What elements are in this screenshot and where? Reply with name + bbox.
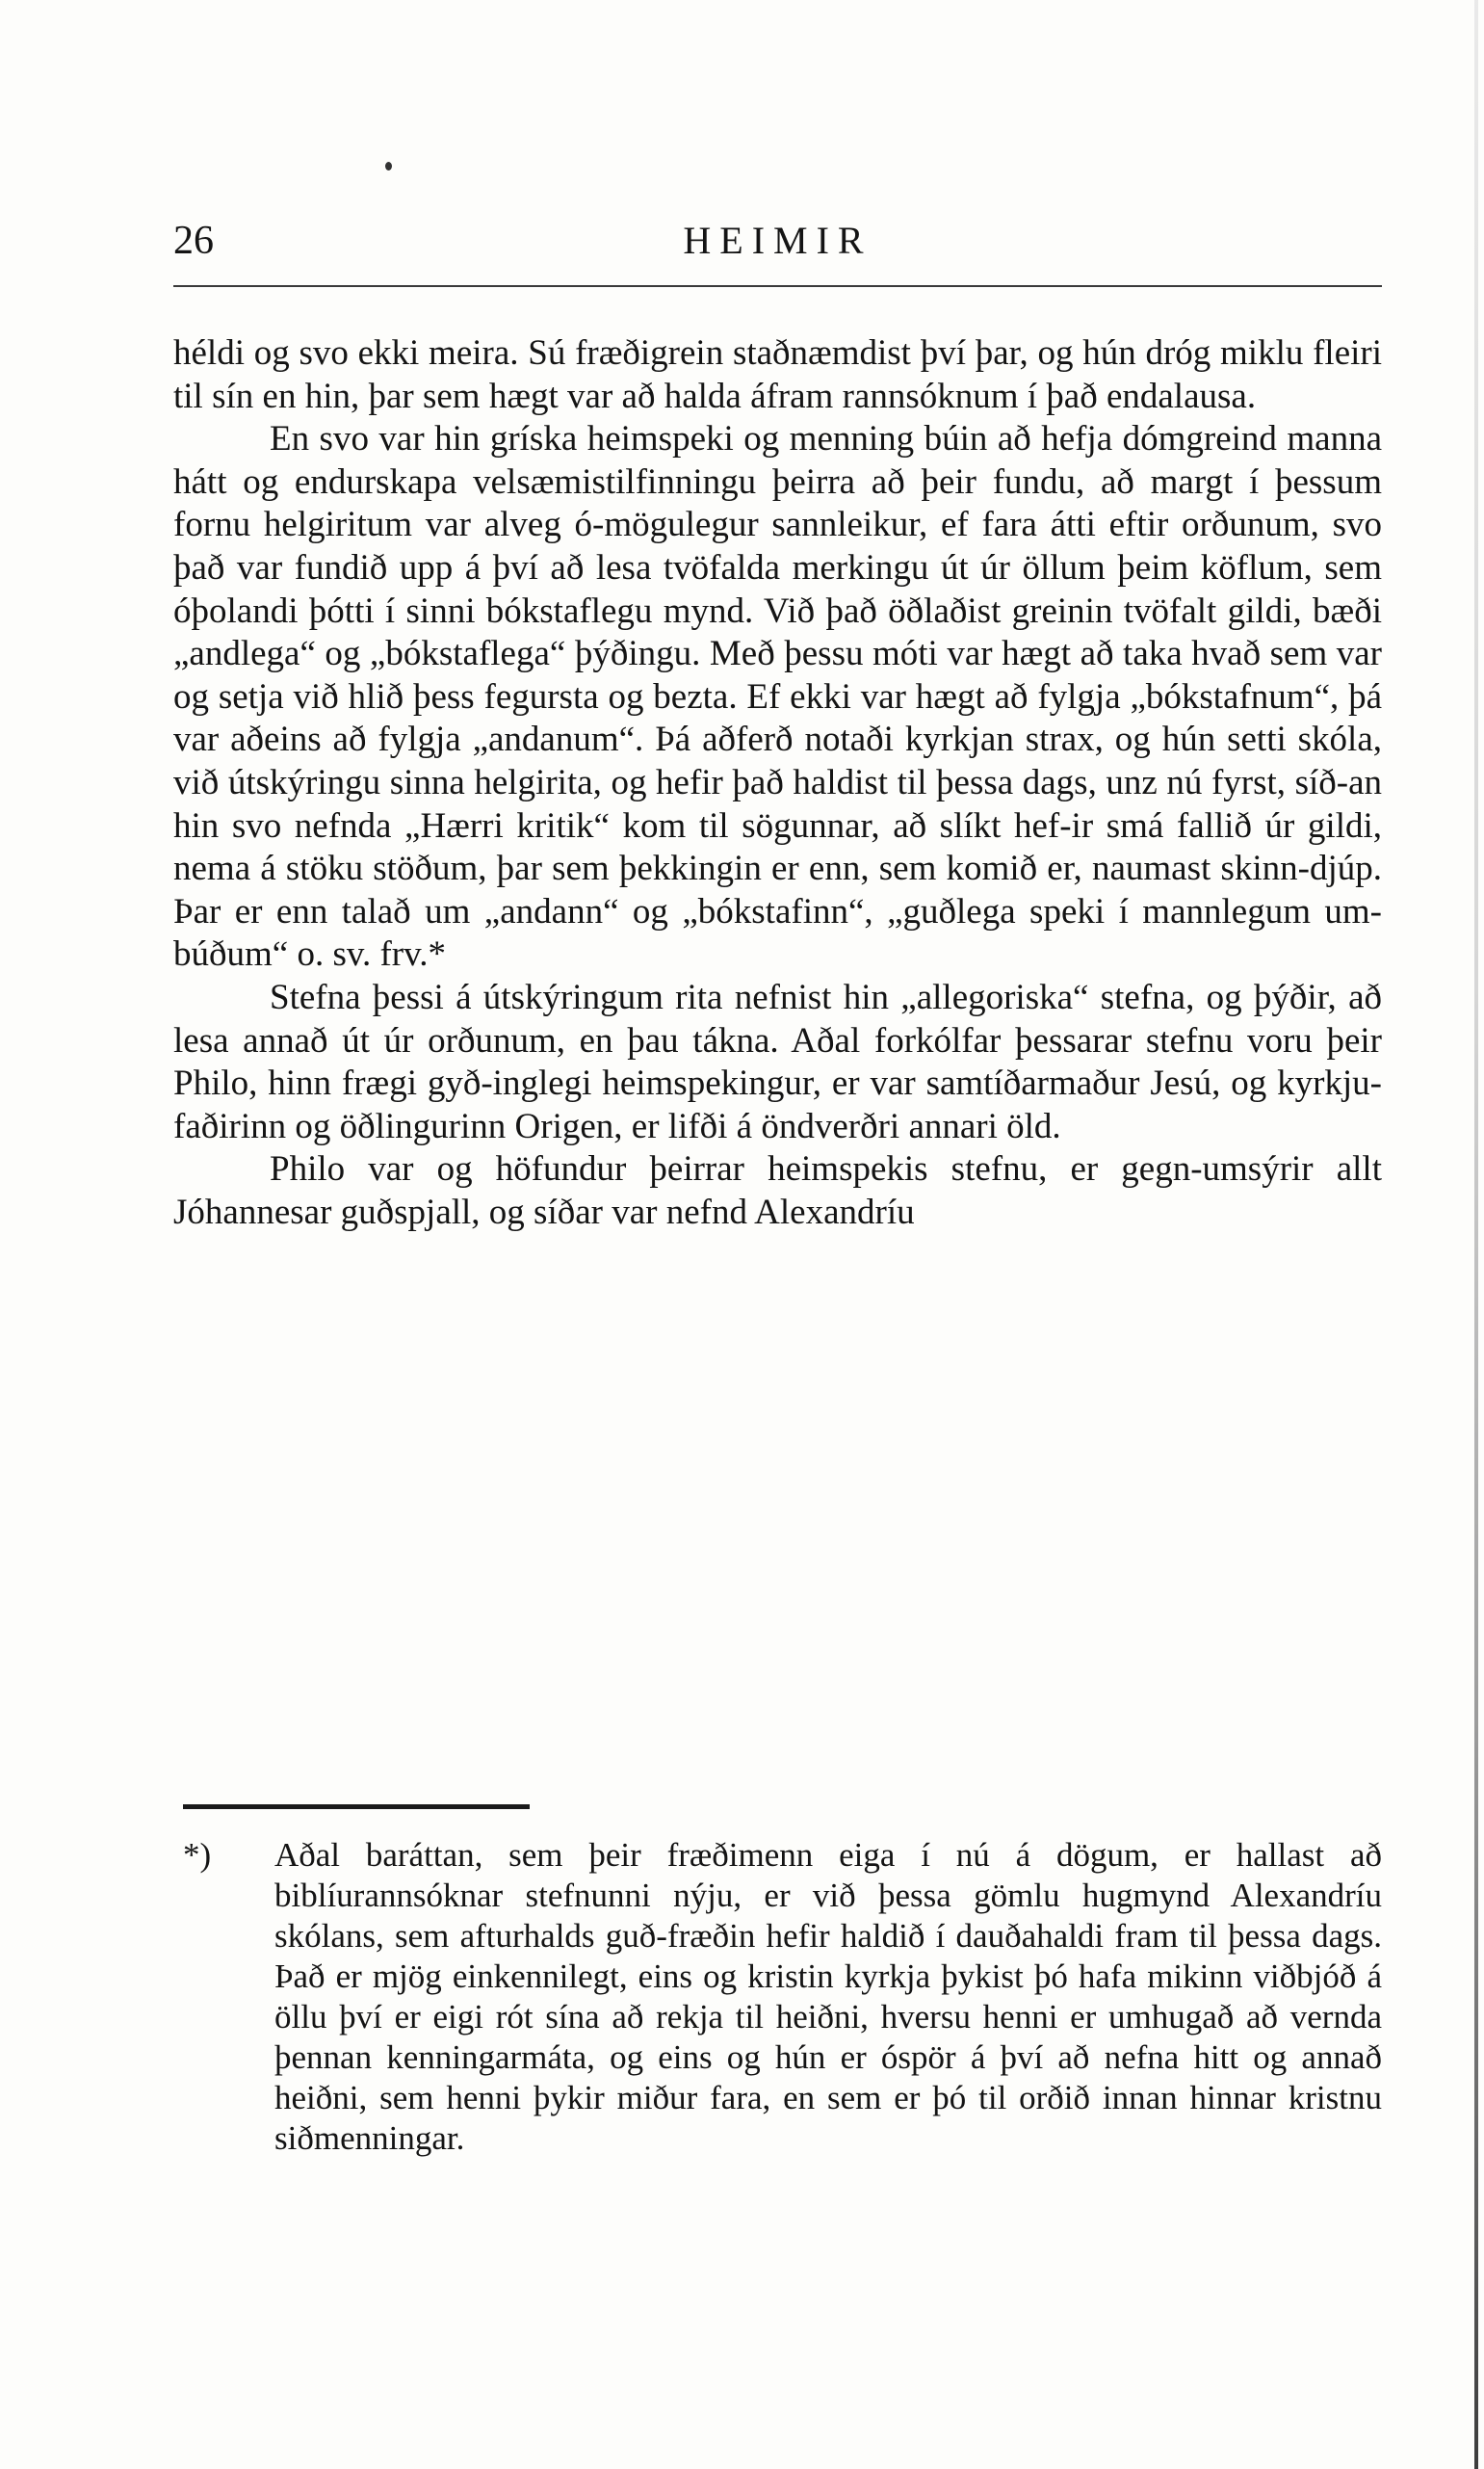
paragraph: Stefna þessi á útskýringum rita nefnist hin „allegoriska“ stefna, og þýðir, að lesa annað út úr orðunum, en þau tákna. Aðal forkólfar þessarar stefnu voru þeir Philo, hinn frægi gyð-inglegi heimspekingur, er var samtíðarmaður Jesú, og kyrkju-faðirinn og öðlingurinn Origen, er lifði á öndverðri annari öld. — [173, 977, 1382, 1146]
footnote-marker: *) — [183, 1836, 212, 1874]
main-text — [173, 332, 1382, 1234]
footnote-rule — [183, 1804, 530, 1809]
paragraph: Philo var og höfundur þeirrar heimspekis stefnu, er gegn-umsýrir allt Jóhannesar guðspjall, og síðar var nefnd Alexandríu — [173, 1149, 1382, 1232]
paragraph: En svo var hin gríska heimspeki og menning búin að hefja dómgreind manna hátt og endurskapa velsæmistilfinningu þeirra að þeir fundu, að margt í þessum fornu helgiritum var alveg ó-mögulegur sannleikur, ef fara átti eftir orðunum, svo það var fundið upp á því að lesa tvöfalda merkingu út úr öllum þeim köflum, sem óþolandi þótti í sinni bókstaflegu mynd. Við það öðlaðist greinin tvöfalt gildi, bæði „andlega“ og „bókstaflega“ þýðingu. Með þessu móti var hægt að taka hvað sem var og setja við hlið þess fegursta og bezta. Ef ekki var hægt að fylgja „bókstafnum“, þá var aðeins að fylgja „andanum“. Þá aðferð notaði kyrkjan strax, og hún setti skóla, við útskýringu sinna helgirita, og hefir það haldist til þessa dags, unz nú fyrst, síð-an hin svo nefnda „Hærri kritik“ kom til sögunnar, að slíkt hef-ir smá fallið úr gildi, nema á stöku stöðum, þar sem þekkingin er enn, sem komið er, naumast skinn-djúp. Þar er enn talað um „andann“ og „bókstafinn“, „guðlega speki í mannlegum um-búðum“ o. sv. frv.* — [173, 419, 1382, 975]
running-head — [173, 212, 1382, 270]
footnote-text: Aðal baráttan, sem þeir fræðimenn eiga í nú á dögum, er hallast að biblíurannsóknar stefnunni nýju, er við þessa gömlu hugmynd Alexandríu skólans, sem afturhalds guð-fræðin hefir haldið í dauðahaldi fram til þessa dags. Það er mjög einkennilegt, eins og kristin kyrkja þykist þó hafa mikinn viðbjóð á öllu því er eigi rót sína að rekja til heiðni, hversu henni er umhugað að vernda þennan kenningarmáta, og eins og hún er óspör á því að nefna hitt og annað heiðni, sem henni þykir miður fara, en sem er þó til orðið innan hinnar kristnu siðmenningar. — [274, 1836, 1382, 2157]
binding-edge-shadow — [1474, 0, 1478, 2469]
header-rule — [173, 285, 1382, 287]
running-title: HEIMIR — [683, 219, 872, 262]
page-number: 26 — [173, 219, 214, 263]
paragraph-continuation: héldi og svo ekki meira. Sú fræðigrein staðnæmdist því þar, og hún dróg miklu fleiri til sín en hin, þar sem hægt var að halda áfram rannsóknum í það endalausa. — [173, 333, 1382, 416]
ink-speck — [385, 162, 392, 171]
